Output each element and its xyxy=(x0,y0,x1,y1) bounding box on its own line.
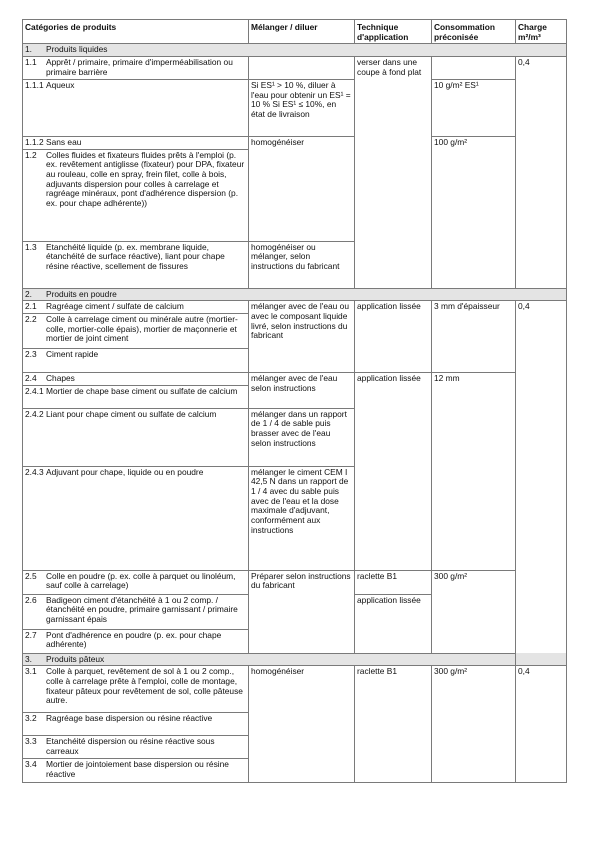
category-cell xyxy=(23,759,249,783)
consumption-cell: 10 g/m² ES¹ xyxy=(432,79,516,136)
category-cell xyxy=(23,313,249,348)
category-cell xyxy=(23,736,249,759)
section-row xyxy=(23,653,567,666)
mix-cell: Si ES¹ > 10 %, diluer à l'eau pour obtenir un ES¹ = 10 % Si ES¹ ≤ 10%, en état de livraison xyxy=(249,79,355,136)
section-number: 3. xyxy=(25,653,32,664)
mix-cell: Préparer selon instructions du fabricant xyxy=(249,570,355,653)
row-number: 1.1 xyxy=(25,56,37,67)
mix-cell: homogénéiser xyxy=(249,666,355,783)
row-number: 2.6 xyxy=(25,594,37,605)
technique-cell: application lissée xyxy=(355,594,432,653)
table-row xyxy=(23,301,567,314)
row-number: 2.2 xyxy=(25,313,37,324)
section-title: Produits en poudre xyxy=(46,288,117,299)
row-text: Colle en poudre (p. ex. colle à parquet ou linoléum, sauf colle à carrelage) xyxy=(46,570,236,591)
table-row xyxy=(23,570,567,594)
row-text: Liant pour chape ciment ou sulfate de calcium xyxy=(46,408,217,419)
category-cell xyxy=(23,594,249,629)
row-number: 2.7 xyxy=(25,629,37,640)
row-text: Etanchéité dispersion ou résine réactive sous carreaux xyxy=(46,736,215,756)
category-cell xyxy=(23,149,249,241)
table-row xyxy=(23,666,567,713)
mix-cell: homogénéiser ou mélanger, selon instructions du fabricant xyxy=(249,241,355,288)
table-row xyxy=(23,136,567,149)
row-text: Adjuvant pour chape, liquide ou en poudre xyxy=(46,466,204,477)
row-text: Pont d'adhérence en poudre (p. ex. pour chape adhérente) xyxy=(46,629,222,650)
category-cell xyxy=(23,629,249,653)
header-consumption: Consommation préconisée xyxy=(432,20,516,44)
category-cell xyxy=(23,136,249,149)
row-number: 2.4 xyxy=(25,372,37,383)
table-row xyxy=(23,79,567,136)
mix-cell: mélanger avec de l'eau selon instructions xyxy=(249,372,355,408)
row-text: Ragréage base dispersion ou résine réactive xyxy=(46,713,213,724)
technique-cell: verser dans une coupe à fond plat xyxy=(355,56,432,288)
mix-cell xyxy=(249,56,355,79)
category-cell xyxy=(23,713,249,736)
charge-cell: 0,4 xyxy=(516,301,567,666)
header-charge: Charge m²/m³ xyxy=(516,20,567,44)
charge-cell: 0,4 xyxy=(516,666,567,783)
consumption-cell: 300 g/m² xyxy=(432,570,516,653)
row-text: Sans eau xyxy=(46,136,82,147)
section-row xyxy=(23,288,567,301)
row-number: 1.3 xyxy=(25,241,37,252)
row-number: 2.5 xyxy=(25,570,37,581)
mix-cell: mélanger le ciment CEM I 42,5 N dans un rapport de 1 / 4 avec du sable puis avec de l'eau et la dose maximale d'adjuvant, conformément aux instructions xyxy=(249,466,355,570)
mix-cell: mélanger avec de l'eau ou avec le composant liquide livré, selon instructions du fabricant xyxy=(249,301,355,373)
row-number: 2.4.3 xyxy=(25,466,44,477)
consumption-cell: 100 g/m² xyxy=(432,136,516,288)
header-mix: Mélanger / diluer xyxy=(249,20,355,44)
row-text: Colles fluides et fixateurs fluides prêts à l'emploi (p. ex. revêtement antiglisse (fixateur) pour DPA, fixateur au rouleau, colle en spray, frein filet, colle à bois, adjuvants dispersion pour colles à carrelage et ragréage minéraux, pont d'adhérence dispersion (p. ex. pour chape adhérente)) xyxy=(46,149,245,208)
row-text: Colle à carrelage ciment ou minérale autre (mortier-colle, mortier-colle épais), mortier de maçonnerie et mortier de joint ciment xyxy=(46,313,238,344)
technique-cell: application lissée xyxy=(355,301,432,373)
row-text: Chapes xyxy=(46,372,75,383)
header-category: Catégories de produits xyxy=(23,20,249,44)
category-cell xyxy=(23,241,249,288)
row-text: Colle à parquet, revêtement de sol à 1 ou 2 comp., colle à carrelage prête à l'emploi, colle de montage, fixateur pâteux pour revêtement de sol, colle pâteuse autre. xyxy=(46,666,243,706)
row-number: 1.1.1 xyxy=(25,79,44,90)
category-cell xyxy=(23,666,249,713)
table-row xyxy=(23,372,567,385)
row-number: 2.4.1 xyxy=(25,385,44,396)
section-number: 2. xyxy=(25,288,32,299)
consumption-cell: 3 mm d'épaisseur xyxy=(432,301,516,373)
section-number: 1. xyxy=(25,44,32,55)
section-heading xyxy=(23,653,567,666)
section-heading xyxy=(23,288,567,301)
table-header xyxy=(23,20,567,44)
row-number: 2.4.2 xyxy=(25,408,44,419)
category-cell xyxy=(23,56,249,79)
row-text: Ragréage ciment / sulfate de calcium xyxy=(46,301,184,312)
row-number: 2.3 xyxy=(25,348,37,359)
consumption-cell: 300 g/m² xyxy=(432,666,516,783)
category-cell xyxy=(23,408,249,466)
row-text: Etanchéité liquide (p. ex. membrane liquide, étanchéité de surface réactive), liant pour chape résine réactive, scellement de fissures xyxy=(46,241,225,271)
row-number: 3.3 xyxy=(25,736,37,747)
header-technique: Technique d'application xyxy=(355,20,432,44)
row-text: Apprêt / primaire, primaire d'imperméabilisation ou primaire barrière xyxy=(46,56,233,77)
product-table xyxy=(22,19,567,783)
row-number: 3.2 xyxy=(25,713,37,724)
row-number: 1.1.2 xyxy=(25,136,44,147)
row-text: Ciment rapide xyxy=(46,348,99,359)
row-number: 1.2 xyxy=(25,149,37,160)
mix-cell: homogénéiser xyxy=(249,136,355,241)
technique-cell: raclette B1 xyxy=(355,570,432,594)
category-cell xyxy=(23,372,249,385)
category-cell xyxy=(23,570,249,594)
row-number: 3.4 xyxy=(25,759,37,770)
row-text: Mortier de jointoiement base dispersion ou résine réactive xyxy=(46,759,229,779)
row-number: 2.1 xyxy=(25,301,37,312)
technique-cell: raclette B1 xyxy=(355,666,432,783)
mix-cell: mélanger dans un rapport de 1 / 4 de sable puis brasser avec de l'eau selon instructions xyxy=(249,408,355,466)
section-heading xyxy=(23,44,567,57)
consumption-cell: 12 mm xyxy=(432,372,516,570)
table-row xyxy=(23,56,567,79)
category-cell xyxy=(23,301,249,314)
category-cell xyxy=(23,466,249,570)
category-cell xyxy=(23,385,249,408)
row-text: Aqueux xyxy=(46,79,75,90)
section-title: Produits pâteux xyxy=(46,653,105,664)
section-row xyxy=(23,44,567,57)
charge-cell: 0,4 xyxy=(516,56,567,288)
row-text: Badigeon ciment d'étanchéité à 1 ou 2 comp. / étanchéité en poudre, primaire garnissant / primaire garnissant épais xyxy=(46,594,238,624)
row-text: Mortier de chape base ciment ou sulfate de calcium xyxy=(46,385,238,396)
category-cell xyxy=(23,348,249,372)
category-cell xyxy=(23,79,249,136)
technique-cell: application lissée xyxy=(355,372,432,570)
row-number: 3.1 xyxy=(25,666,37,677)
consumption-cell xyxy=(432,56,516,79)
section-title: Produits liquides xyxy=(46,44,108,55)
